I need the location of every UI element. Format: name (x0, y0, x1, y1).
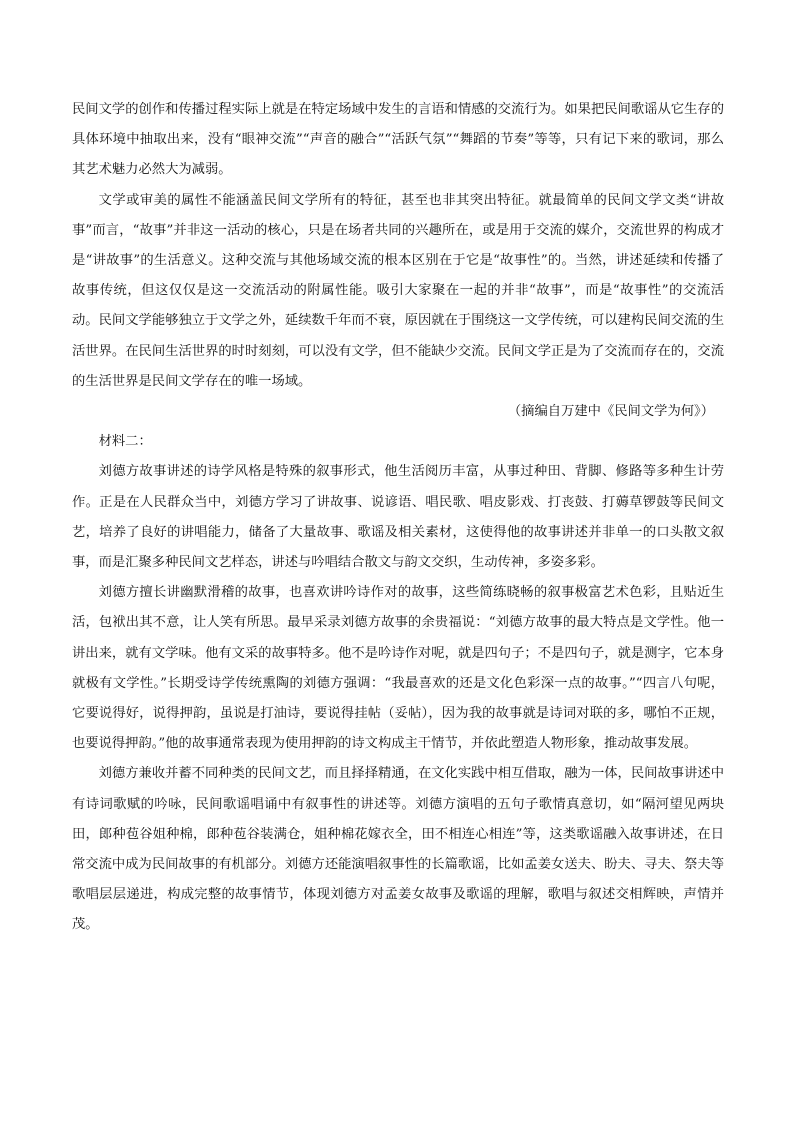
paragraph-3: 刘德方故事讲述的诗学风格是特殊的叙事形式，他生活阅历丰富，从事过种田、背脚、修路等多种生计劳作。正是在人民群众当中，刘德方学习了讲故事、说谚语、唱民歌、唱皮影戏、打丧鼓、打薅草锣鼓等民间文艺，培养了良好的讲唱能力，储备了大量故事、歌谣及相关素材，这使得他的故事讲述并非单一的口头散文叙事，而是汇聚多种民间文艺样态，讲述与吟唱结合散文与韵文交织，生动传神，多姿多彩。 (72, 464, 724, 571)
source-citation: （摘编自万建中《民间文学为何》） (507, 404, 714, 420)
paragraph-4: 刘德方擅长讲幽默滑稽的故事，也喜欢讲吟诗作对的故事，这些简练晓畅的叙事极富艺术色彩，且贴近生活，包袱出其不意，让人笑有所思。最早采录刘德方故事的余贵福说：“刘德方故事的最大特点是文学性。他一讲出来，就有文学味。他有文采的故事特多。他不是吟诗作对呢，就是四句子；不是四句子，就是测字，它本身就极有文学性。”长期受诗学传统熏陶的刘德方强调：“我最喜欢的还是文化色彩深一点的故事。”“四言八句呢，它要说得好，说得押韵，虽说是打油诗，要说得挂帖（妥帖），因为我的故事就是诗词对联的多，哪怕不正规，也要说得押韵。”他的故事通常表现为使用押韵的诗文构成主干情节，并依此塑造人物形象，推动故事发展。 (72, 585, 724, 752)
paragraph-5: 刘德方兼收并蓄不同种类的民间文艺，而且择择精通，在文化实践中相互借取，融为一体，民间故事讲述中有诗词歌赋的吟咏，民间歌谣唱诵中有叙事性的讲述等。刘德方演唱的五句子歌情真意切，如“隔河望见两块田，郎种苞谷姐种棉，郎种苞谷装满仓，姐种棉花嫁衣全，田不相连心相连”等，这类歌谣融入故事讲述，在日常交流中成为民间故事的有机部分。刘德方还能演唱叙事性的长篇歌谣，比如孟姜女送夫、盼夫、寻夫、祭夫等歌唱层层递进，构成完整的故事情节，体现刘德方对孟姜女故事及歌谣的理解，歌唱与叙述交相辉映，声情并茂。 (72, 766, 724, 933)
document-page (72, 95, 724, 941)
paragraph-1: 民间文学的创作和传播过程实际上就是在特定场域中发生的言语和情感的交流行为。如果把民间歌谣从它生存的具体环境中抽取出来，没有“眼神交流”“声音的融合”“活跃气氛”“舞蹈的节奏”等等，只有记下来的歌词，那么其艺术魅力必然大为减弱。 (72, 102, 724, 178)
paragraph-2: 文学或审美的属性不能涵盖民间文学所有的特征，甚至也非其突出特征。就最简单的民间文学文类“讲故事”而言，“故事”并非这一活动的核心，只是在场者共同的兴趣所在，或是用于交流的媒介，交流世界的构成才是“讲故事”的生活意义。这种交流与其他场域交流的根本区别在于它是“故事性”的。当然，讲述延续和传播了故事传统，但这仅仅是这一交流活动的附属性能。吸引大家聚在一起的并非“故事”，而是“故事性”的交流活动。民间文学能够独立于文学之外，延续数千年而不衰，原因就在于围绕这一文学传统，可以建构民间交流的生活世界。在民间生活世界的时时刻刻，可以没有文学，但不能缺少交流。民间文学正是为了交流而存在的，交流的生活世界是民间文学存在的唯一场域。 (72, 192, 724, 389)
material-two-heading: 材料二： (98, 434, 152, 450)
